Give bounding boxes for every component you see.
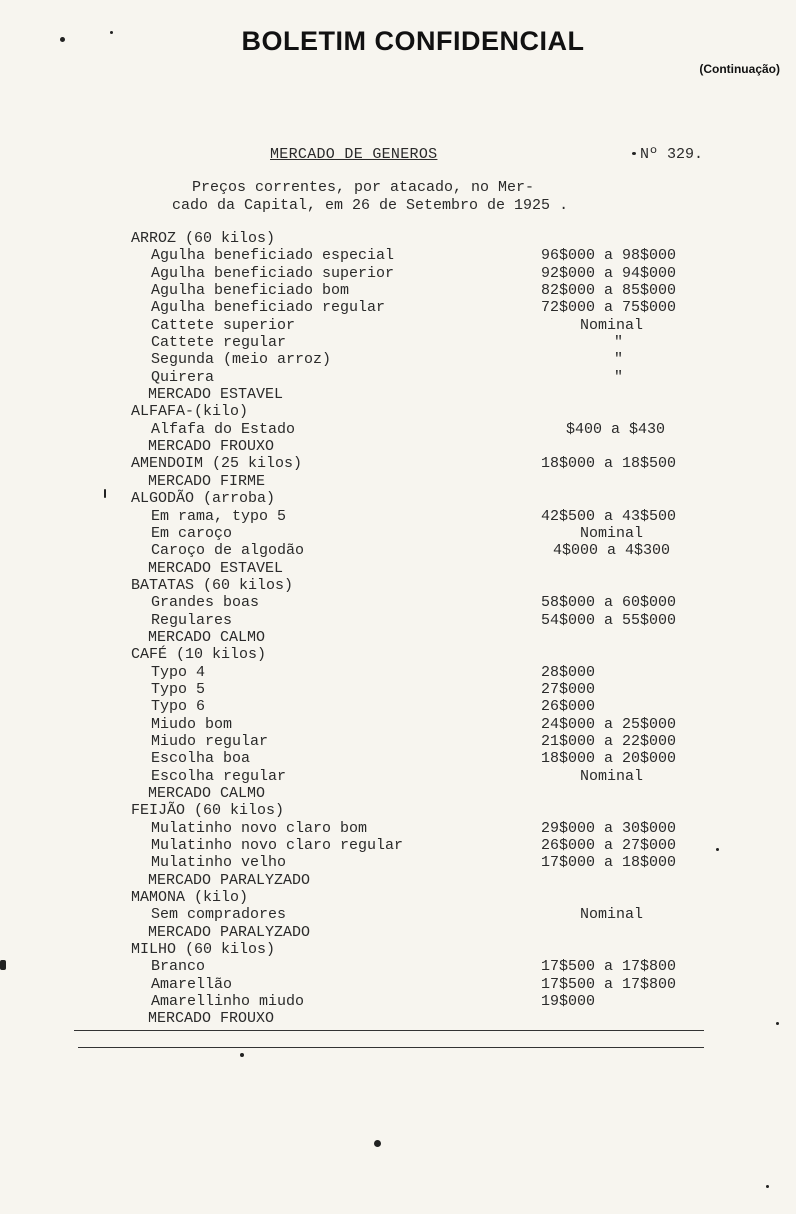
item-row	[0, 247, 796, 264]
market-status: MERCADO FROUXO	[148, 438, 275, 456]
scan-speck	[0, 960, 6, 970]
market-status-row	[0, 629, 796, 646]
item-row	[0, 750, 796, 767]
item-label: Miudo bom	[151, 715, 233, 733]
item-row	[0, 854, 796, 871]
continuation-note: (Continuação)	[699, 62, 780, 76]
category-row	[0, 889, 796, 906]
item-price: 28$000	[541, 663, 596, 681]
scan-speck	[632, 152, 636, 155]
category-row	[0, 941, 796, 958]
market-status: MERCADO ESTAVEL	[148, 386, 284, 404]
category-label: FEIJÃO (60 kilos)	[131, 802, 285, 820]
item-label: Escolha regular	[151, 767, 287, 785]
item-row	[0, 733, 796, 750]
market-status: MERCADO CALMO	[148, 628, 266, 646]
scan-speck	[716, 848, 719, 851]
item-row	[0, 716, 796, 733]
item-price: 4$000 a 4$300	[553, 542, 671, 560]
item-price: $400 a $430	[566, 420, 666, 438]
item-label: Mulatinho novo claro bom	[151, 819, 368, 837]
item-label: Agulha beneficiado superior	[151, 264, 395, 282]
category-row	[0, 455, 796, 472]
market-status: MERCADO PARALYZADO	[148, 923, 311, 941]
category-label: ALFAFA-(kilo)	[131, 403, 249, 421]
item-row	[0, 768, 796, 785]
category-row	[0, 802, 796, 819]
item-price: 42$500 a 43$500	[541, 507, 677, 525]
item-label: Sem compradores	[151, 906, 287, 924]
item-price: "	[614, 351, 624, 369]
item-row	[0, 958, 796, 975]
scan-speck	[60, 37, 65, 42]
item-row	[0, 976, 796, 993]
market-status-row	[0, 924, 796, 941]
item-price: 21$000 a 22$000	[541, 732, 677, 750]
item-row	[0, 265, 796, 282]
item-label: Segunda (meio arroz)	[151, 351, 332, 369]
scan-speck	[104, 489, 106, 498]
market-status-row	[0, 1010, 796, 1027]
item-label: Em caroço	[151, 524, 233, 542]
item-price: "	[614, 368, 624, 386]
item-price: 54$000 a 55$000	[541, 611, 677, 629]
intro-line-2: cado da Capital, em 26 de Setembro de 1925 .	[172, 197, 569, 214]
item-label: Typo 5	[151, 680, 206, 698]
scan-speck	[374, 1140, 381, 1147]
item-label: Mulatinho velho	[151, 854, 287, 872]
item-row	[0, 906, 796, 923]
item-price: 18$000 a 20$000	[541, 750, 677, 768]
market-status-row	[0, 785, 796, 802]
item-row	[0, 369, 796, 386]
item-price: Nominal	[580, 906, 644, 924]
item-price: 82$000 a 85$000	[541, 282, 677, 300]
item-price: Nominal	[580, 316, 644, 334]
item-label: Typo 4	[151, 663, 206, 681]
item-row	[0, 820, 796, 837]
item-row	[0, 698, 796, 715]
market-status: MERCADO FROUXO	[148, 1010, 275, 1028]
item-label: Grandes boas	[151, 594, 260, 612]
item-price: 26$000	[541, 698, 596, 716]
item-label: Caroço de algodão	[151, 542, 305, 560]
divider-line	[78, 1047, 704, 1048]
item-label: Miudo regular	[151, 732, 269, 750]
category-label: ALGODÃO (arroba)	[131, 490, 276, 508]
market-status-row	[0, 438, 796, 455]
item-price: 27$000	[541, 680, 596, 698]
category-label: BATATAS (60 kilos)	[131, 576, 294, 594]
item-label: Quirera	[151, 368, 215, 386]
item-row	[0, 612, 796, 629]
item-price: 29$000 a 30$000	[541, 819, 677, 837]
market-status-row	[0, 872, 796, 889]
market-status: MERCADO ESTAVEL	[148, 559, 284, 577]
item-row	[0, 351, 796, 368]
item-price: 72$000 a 75$000	[541, 299, 677, 317]
item-label: Agulha beneficiado bom	[151, 282, 350, 300]
market-status: MERCADO CALMO	[148, 785, 266, 802]
item-row	[0, 282, 796, 299]
item-price: 26$000 a 27$000	[541, 837, 677, 855]
item-price: 96$000 a 98$000	[541, 247, 677, 265]
bulletin-title: BOLETIM CONFIDENCIAL	[241, 26, 585, 56]
item-row	[0, 681, 796, 698]
category-row	[0, 230, 796, 247]
item-label: Em rama, typo 5	[151, 507, 287, 525]
item-price: 18$000 a 18$500	[541, 455, 677, 473]
intro-line-1: Preços correntes, por atacado, no Mer-	[192, 179, 535, 196]
item-label: Amarellão	[151, 975, 233, 993]
scan-speck	[240, 1053, 244, 1057]
item-row	[0, 508, 796, 525]
item-label: Branco	[151, 958, 206, 976]
category-label: CAFÉ (10 kilos)	[131, 646, 267, 664]
market-status: MERCADO FIRME	[148, 472, 266, 490]
item-label: Agulha beneficiado regular	[151, 299, 386, 317]
divider-line	[74, 1030, 704, 1031]
section-title: MERCADO DE GENEROS	[270, 146, 438, 163]
item-label: Amarellinho miudo	[151, 993, 305, 1011]
item-label: Cattete superior	[151, 316, 296, 334]
category-label: MAMONA (kilo)	[131, 889, 249, 907]
item-price: 92$000 a 94$000	[541, 264, 677, 282]
item-row	[0, 421, 796, 438]
item-row	[0, 664, 796, 681]
category-label: ARROZ (60 kilos)	[131, 230, 276, 247]
category-row	[0, 403, 796, 420]
market-status-row	[0, 560, 796, 577]
item-row	[0, 525, 796, 542]
item-price: 19$000	[541, 993, 596, 1011]
category-row	[0, 490, 796, 507]
item-row	[0, 993, 796, 1010]
price-list	[0, 230, 796, 1028]
market-status: MERCADO PARALYZADO	[148, 871, 311, 889]
scan-speck	[776, 1022, 779, 1025]
item-row	[0, 334, 796, 351]
item-label: Escolha boa	[151, 750, 251, 768]
category-label: MILHO (60 kilos)	[131, 941, 276, 959]
market-status-row	[0, 473, 796, 490]
item-label: Agulha beneficiado especial	[151, 247, 395, 265]
item-row	[0, 542, 796, 559]
item-row	[0, 594, 796, 611]
item-label: Typo 6	[151, 698, 206, 716]
item-price: Nominal	[580, 524, 644, 542]
item-label: Mulatinho novo claro regular	[151, 837, 404, 855]
item-price: 17$500 a 17$800	[541, 958, 677, 976]
item-label: Alfafa do Estado	[151, 420, 296, 438]
item-price: 58$000 a 60$000	[541, 594, 677, 612]
item-row	[0, 299, 796, 316]
category-label: AMENDOIM (25 kilos)	[131, 455, 303, 473]
item-row	[0, 317, 796, 334]
item-label: Cattete regular	[151, 334, 287, 352]
bulletin-number: Nº 329.	[640, 146, 704, 163]
item-row	[0, 837, 796, 854]
item-price: Nominal	[580, 767, 644, 785]
scan-speck	[766, 1185, 769, 1188]
item-price: 24$000 a 25$000	[541, 715, 677, 733]
scan-speck	[110, 31, 113, 34]
market-status-row	[0, 386, 796, 403]
item-price: 17$500 a 17$800	[541, 975, 677, 993]
item-label: Regulares	[151, 611, 233, 629]
item-price: 17$000 a 18$000	[541, 854, 677, 872]
category-row	[0, 646, 796, 663]
category-row	[0, 577, 796, 594]
item-price: "	[614, 334, 624, 352]
